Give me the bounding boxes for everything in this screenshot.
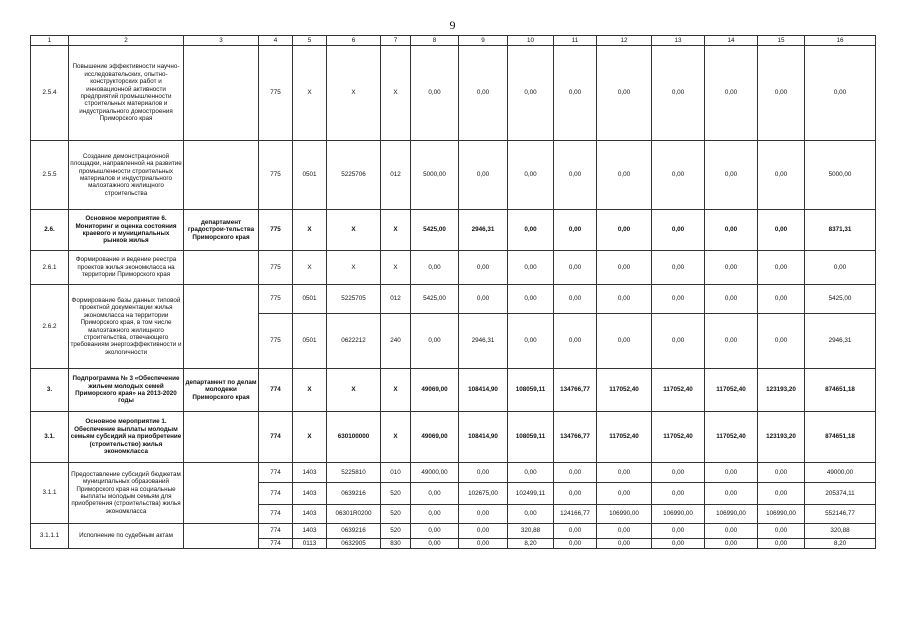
cell: 0,00 bbox=[508, 505, 554, 524]
cell: 0,00 bbox=[597, 314, 652, 369]
cell: 0,00 bbox=[705, 483, 758, 505]
cell: 117052,40 bbox=[597, 369, 652, 412]
row-code: 2.6.1 bbox=[31, 251, 69, 285]
cell: X bbox=[293, 46, 327, 141]
cell: 0,00 bbox=[705, 210, 758, 251]
cell: 0,00 bbox=[652, 463, 705, 483]
row-code: 2.6. bbox=[31, 210, 69, 251]
col-header-4: 4 bbox=[259, 36, 293, 46]
cell: 552146,77 bbox=[805, 505, 876, 524]
header-row bbox=[31, 36, 876, 46]
cell: 124166,77 bbox=[554, 505, 597, 524]
col-header-2: 2 bbox=[69, 36, 184, 46]
cell: 117052,40 bbox=[597, 412, 652, 463]
cell: 106990,00 bbox=[758, 505, 805, 524]
cell: 830 bbox=[381, 539, 411, 549]
cell: 0,00 bbox=[554, 483, 597, 505]
cell: 0,00 bbox=[459, 251, 508, 285]
table-row bbox=[31, 141, 876, 210]
cell: 0,00 bbox=[597, 524, 652, 539]
cell: 0622212 bbox=[327, 314, 381, 369]
row-name: Основное мероприятие 1. Обеспечение выплаты молодым семьям субсидий на приобретение (строительство) жилья экономкласса bbox=[69, 412, 184, 463]
cell: 2946,31 bbox=[459, 314, 508, 369]
cell: 106990,00 bbox=[652, 505, 705, 524]
page-number: 9 bbox=[449, 18, 456, 32]
cell: 775 bbox=[259, 210, 293, 251]
cell: 0,00 bbox=[758, 46, 805, 141]
cell: 0,00 bbox=[758, 251, 805, 285]
cell: 0,00 bbox=[758, 539, 805, 549]
cell: 106990,00 bbox=[597, 505, 652, 524]
row-code: 3.1.1 bbox=[31, 463, 69, 524]
cell: X bbox=[327, 210, 381, 251]
col-header-10: 10 bbox=[508, 36, 554, 46]
cell: 520 bbox=[381, 524, 411, 539]
col-header-14: 14 bbox=[705, 36, 758, 46]
cell: 108414,90 bbox=[459, 412, 508, 463]
row-name: Основное мероприятие 6. Мониторинг и оценка состояния краевого и муниципальных рынков жилья bbox=[69, 210, 184, 251]
col-header-5: 5 bbox=[293, 36, 327, 46]
cell: 0,00 bbox=[652, 141, 705, 210]
cell: X bbox=[381, 369, 411, 412]
cell: 0,00 bbox=[411, 46, 459, 141]
cell: 775 bbox=[259, 285, 293, 314]
col-header-3: 3 bbox=[184, 36, 259, 46]
cell: 240 bbox=[381, 314, 411, 369]
row-executor: департамент по делам молодежи Приморского края bbox=[184, 369, 259, 412]
cell: 0,00 bbox=[705, 251, 758, 285]
cell: 874651,18 bbox=[805, 412, 876, 463]
cell: 1403 bbox=[293, 505, 327, 524]
row-code: 3. bbox=[31, 369, 69, 412]
cell: 2946,31 bbox=[805, 314, 876, 369]
cell: 0,00 bbox=[652, 483, 705, 505]
cell: 5425,00 bbox=[411, 285, 459, 314]
col-header-12: 12 bbox=[597, 36, 652, 46]
cell: 0,00 bbox=[554, 463, 597, 483]
cell: 774 bbox=[259, 369, 293, 412]
row-executor bbox=[184, 285, 259, 369]
col-header-7: 7 bbox=[381, 36, 411, 46]
cell: 0,00 bbox=[554, 285, 597, 314]
cell: 117052,40 bbox=[652, 369, 705, 412]
cell: 117052,40 bbox=[705, 369, 758, 412]
cell: 49069,00 bbox=[411, 369, 459, 412]
col-header-1: 1 bbox=[31, 36, 69, 46]
cell: 0,00 bbox=[597, 463, 652, 483]
cell: 0,00 bbox=[411, 524, 459, 539]
cell: 1403 bbox=[293, 524, 327, 539]
cell: 117052,40 bbox=[705, 412, 758, 463]
row-code: 2.6.2 bbox=[31, 285, 69, 369]
row-name: Подпрограмма № 3 «Обеспечение жильем молодых семей Приморского края» на 2013-2020 годы bbox=[69, 369, 184, 412]
cell: 1403 bbox=[293, 463, 327, 483]
cell: 0,00 bbox=[705, 285, 758, 314]
cell: 0,00 bbox=[758, 524, 805, 539]
cell: 106990,00 bbox=[705, 505, 758, 524]
cell: 0,00 bbox=[554, 46, 597, 141]
row-code: 3.1.1.1 bbox=[31, 524, 69, 549]
cell: 0,00 bbox=[508, 285, 554, 314]
cell: X bbox=[293, 412, 327, 463]
row-executor: департамент градострои-тельства Приморского края bbox=[184, 210, 259, 251]
cell: 0,00 bbox=[411, 314, 459, 369]
table-row bbox=[31, 369, 876, 412]
cell: 0,00 bbox=[597, 210, 652, 251]
cell: 0,00 bbox=[805, 46, 876, 141]
col-header-13: 13 bbox=[652, 36, 705, 46]
cell: 0,00 bbox=[554, 141, 597, 210]
cell: 010 bbox=[381, 463, 411, 483]
cell: 775 bbox=[259, 251, 293, 285]
cell: X bbox=[327, 369, 381, 412]
cell: 0,00 bbox=[758, 314, 805, 369]
cell: X bbox=[381, 412, 411, 463]
col-header-6: 6 bbox=[327, 36, 381, 46]
cell: 49000,00 bbox=[805, 463, 876, 483]
table-row bbox=[31, 285, 876, 314]
cell: X bbox=[293, 210, 327, 251]
cell: 5425,00 bbox=[805, 285, 876, 314]
row-name: Исполнение по судебным актам bbox=[69, 524, 184, 549]
cell: 0,00 bbox=[652, 524, 705, 539]
cell: 0,00 bbox=[459, 539, 508, 549]
cell: 0,00 bbox=[508, 141, 554, 210]
cell: 0,00 bbox=[705, 463, 758, 483]
cell: 012 bbox=[381, 285, 411, 314]
cell: 0,00 bbox=[705, 524, 758, 539]
row-executor bbox=[184, 251, 259, 285]
table-row bbox=[31, 463, 876, 483]
cell: 0,00 bbox=[758, 483, 805, 505]
cell: 0,00 bbox=[508, 210, 554, 251]
cell: 108414,90 bbox=[459, 369, 508, 412]
cell: X bbox=[293, 251, 327, 285]
row-name: Повышение эффективности научно-исследовательских, опытно-конструкторских работ и инновационной активности предприятий промышленности строительных материалов и индустриального домостроения Приморского края bbox=[69, 46, 184, 141]
cell: 0113 bbox=[293, 539, 327, 549]
cell: 774 bbox=[259, 539, 293, 549]
cell: 0,00 bbox=[411, 251, 459, 285]
cell: 774 bbox=[259, 463, 293, 483]
cell: 0,00 bbox=[652, 539, 705, 549]
cell: 012 bbox=[381, 141, 411, 210]
cell: 0,00 bbox=[597, 539, 652, 549]
cell: 2946,31 bbox=[459, 210, 508, 251]
table-row bbox=[31, 210, 876, 251]
cell: X bbox=[381, 46, 411, 141]
cell: 0,00 bbox=[508, 463, 554, 483]
cell: 0,00 bbox=[652, 285, 705, 314]
cell: X bbox=[381, 210, 411, 251]
cell: 0,00 bbox=[597, 251, 652, 285]
cell: 0639216 bbox=[327, 483, 381, 505]
cell: 0,00 bbox=[597, 46, 652, 141]
cell: 0,00 bbox=[652, 210, 705, 251]
cell: 0,00 bbox=[554, 539, 597, 549]
cell: 5425,00 bbox=[411, 210, 459, 251]
table-row bbox=[31, 251, 876, 285]
cell: 0,00 bbox=[758, 141, 805, 210]
table-row bbox=[31, 524, 876, 539]
cell: 0,00 bbox=[652, 314, 705, 369]
cell: 134766,77 bbox=[554, 412, 597, 463]
row-executor bbox=[184, 46, 259, 141]
cell: 134766,77 bbox=[554, 369, 597, 412]
cell: 102499,11 bbox=[508, 483, 554, 505]
cell: 0,00 bbox=[652, 46, 705, 141]
cell: 0,00 bbox=[758, 463, 805, 483]
cell: 8,20 bbox=[508, 539, 554, 549]
cell: 774 bbox=[259, 412, 293, 463]
cell: 774 bbox=[259, 524, 293, 539]
col-header-11: 11 bbox=[554, 36, 597, 46]
cell: 775 bbox=[259, 46, 293, 141]
cell: 49000,00 bbox=[411, 463, 459, 483]
cell: 123193,20 bbox=[758, 412, 805, 463]
row-executor bbox=[184, 141, 259, 210]
row-code: 2.5.4 bbox=[31, 46, 69, 141]
col-header-16: 16 bbox=[805, 36, 876, 46]
row-name: Предоставление субсидий бюджетам муниципальных образований Приморского края на социальные выплаты молодым семьям для приобретения (строительства) жилья экономкласса bbox=[69, 463, 184, 524]
cell: 8371,31 bbox=[805, 210, 876, 251]
cell: 0,00 bbox=[411, 505, 459, 524]
cell: 775 bbox=[259, 314, 293, 369]
cell: 123193,20 bbox=[758, 369, 805, 412]
cell: 320,88 bbox=[508, 524, 554, 539]
cell: 0,00 bbox=[459, 505, 508, 524]
cell: 0,00 bbox=[411, 483, 459, 505]
cell: 8,20 bbox=[805, 539, 876, 549]
cell: 0,00 bbox=[705, 46, 758, 141]
cell: 205374,11 bbox=[805, 483, 876, 505]
cell: X bbox=[327, 46, 381, 141]
cell: 0,00 bbox=[705, 314, 758, 369]
cell: 0501 bbox=[293, 285, 327, 314]
cell: 5000,00 bbox=[411, 141, 459, 210]
row-name: Формирование и ведение реестра проектов жилья экономкласса на территории Приморского края bbox=[69, 251, 184, 285]
cell: 5000,00 bbox=[805, 141, 876, 210]
cell: X bbox=[381, 251, 411, 285]
budget-table bbox=[30, 35, 876, 549]
cell: 5225706 bbox=[327, 141, 381, 210]
col-header-15: 15 bbox=[758, 36, 805, 46]
cell: 320,88 bbox=[805, 524, 876, 539]
cell: 0,00 bbox=[554, 314, 597, 369]
cell: 0,00 bbox=[508, 46, 554, 141]
cell: 5225810 bbox=[327, 463, 381, 483]
cell: 0,00 bbox=[705, 539, 758, 549]
col-header-9: 9 bbox=[459, 36, 508, 46]
cell: 874651,18 bbox=[805, 369, 876, 412]
cell: 117052,40 bbox=[652, 412, 705, 463]
cell: 0,00 bbox=[411, 539, 459, 549]
cell: 0,00 bbox=[459, 46, 508, 141]
row-code: 3.1. bbox=[31, 412, 69, 463]
row-executor bbox=[184, 524, 259, 549]
cell: 0501 bbox=[293, 141, 327, 210]
cell: 0,00 bbox=[758, 285, 805, 314]
cell: 0,00 bbox=[805, 251, 876, 285]
cell: 0,00 bbox=[459, 285, 508, 314]
cell: 520 bbox=[381, 505, 411, 524]
cell: 0,00 bbox=[554, 524, 597, 539]
cell: 108059,11 bbox=[508, 412, 554, 463]
cell: 630100000 bbox=[327, 412, 381, 463]
row-executor bbox=[184, 463, 259, 524]
cell: 102675,00 bbox=[459, 483, 508, 505]
cell: 0,00 bbox=[652, 251, 705, 285]
cell: 0,00 bbox=[597, 483, 652, 505]
cell: 774 bbox=[259, 483, 293, 505]
cell: 0,00 bbox=[554, 210, 597, 251]
cell: 0501 bbox=[293, 314, 327, 369]
cell: 0,00 bbox=[508, 251, 554, 285]
row-executor bbox=[184, 412, 259, 463]
cell: 0,00 bbox=[554, 251, 597, 285]
cell: 775 bbox=[259, 141, 293, 210]
cell: 774 bbox=[259, 505, 293, 524]
cell: 06301R0200 bbox=[327, 505, 381, 524]
row-name: Формирование базы данных типовой проектной документации жилья экономкласса на территории Приморского края, в том числе малоэтажного жилищного строительства, отвечающего требованиям энергоэффективности и экологичности bbox=[69, 285, 184, 369]
cell: 1403 bbox=[293, 483, 327, 505]
cell: 0,00 bbox=[459, 463, 508, 483]
row-code: 2.5.5 bbox=[31, 141, 69, 210]
cell: 0,00 bbox=[459, 141, 508, 210]
row-name: Создание демонстрационной площадки, направленной на развитие промышленности строительных материалов и индустриального малоэтажного жилищного строительства bbox=[69, 141, 184, 210]
cell: X bbox=[293, 369, 327, 412]
cell: 0,00 bbox=[705, 141, 758, 210]
cell: 108059,11 bbox=[508, 369, 554, 412]
cell: 0,00 bbox=[459, 524, 508, 539]
table-row bbox=[31, 46, 876, 141]
table-row bbox=[31, 412, 876, 463]
cell: X bbox=[327, 251, 381, 285]
col-header-8: 8 bbox=[411, 36, 459, 46]
cell: 0,00 bbox=[597, 141, 652, 210]
cell: 5225705 bbox=[327, 285, 381, 314]
cell: 0639216 bbox=[327, 524, 381, 539]
cell: 0,00 bbox=[597, 285, 652, 314]
cell: 0,00 bbox=[758, 210, 805, 251]
cell: 49069,00 bbox=[411, 412, 459, 463]
cell: 520 bbox=[381, 483, 411, 505]
cell: 0,00 bbox=[508, 314, 554, 369]
cell: 0632905 bbox=[327, 539, 381, 549]
